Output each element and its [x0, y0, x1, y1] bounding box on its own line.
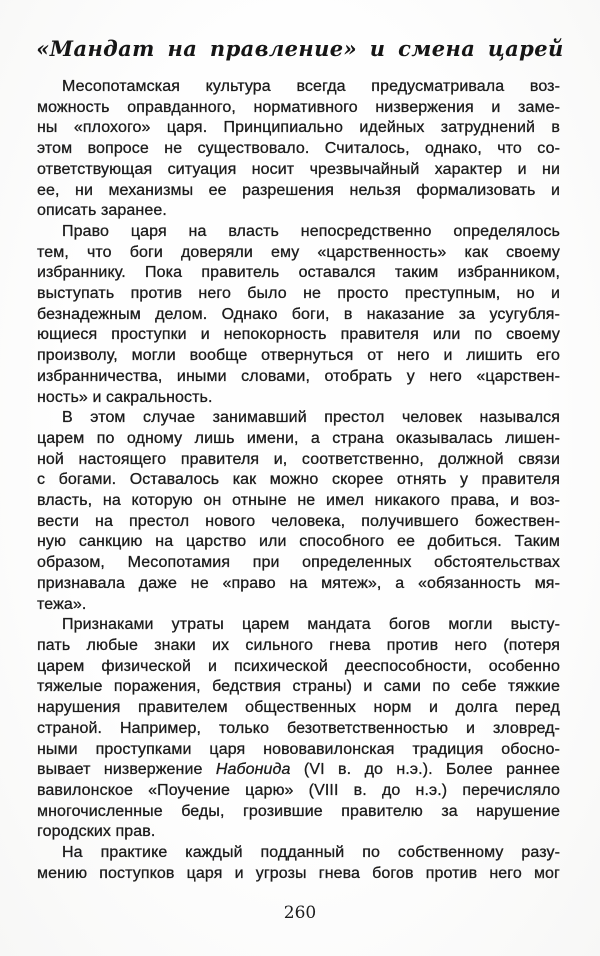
text-segment: можность оправданного, нормативного низвержения и заме- [37, 98, 560, 116]
text-line [37, 491, 560, 512]
text-segment: (VI в. до н.э.). Более раннее [290, 761, 560, 779]
text-segment: произволу, могли вообще отвернуться от него и лишить его [37, 347, 560, 365]
text-line [37, 760, 560, 781]
text-line [37, 574, 560, 595]
italic-term: Набонида [215, 761, 291, 779]
text-line [37, 118, 560, 139]
text-segment: вывает низвержение [37, 761, 216, 779]
paragraph [37, 77, 560, 222]
text-segment: Месопотамская культура всегда предусматривала воз- [62, 78, 560, 95]
text-segment: избранничества, иными словами, отобрать у него «царствен- [37, 367, 560, 385]
text-line [37, 450, 560, 471]
text-segment: царем физической и психической дееспособности, особенно [37, 657, 560, 675]
text-line [37, 325, 560, 346]
text-segment: ными проступками царя нововавилонская традиция обосно- [37, 740, 560, 758]
text-line [37, 802, 560, 823]
text-line [37, 615, 560, 636]
text-line [37, 139, 560, 160]
text-segment: ную санкцию на царство или способного ее добиться. Таким [37, 533, 560, 551]
text-segment: пать любые знаки их сильного гнева против него (потеря [37, 636, 560, 654]
text-segment: ной настоящего правителя и, соответственно, должной связи [37, 450, 560, 468]
text-line [37, 843, 560, 864]
text-segment: безнадежным делом. Однако боги, в наказание за усугубля- [37, 305, 560, 323]
text-line [37, 864, 560, 885]
text-segment: тяжелые поражения, бедствия страны) и сами по себе тяжкие [37, 678, 560, 696]
text-line [37, 263, 560, 284]
text-line [37, 532, 560, 553]
text-line [37, 201, 560, 222]
text-line [37, 822, 560, 843]
text-line [37, 305, 560, 326]
paragraph [37, 408, 560, 615]
text-line [37, 636, 560, 657]
text-segment: мению поступков царя и угрозы гнева богов против него мог [37, 864, 560, 882]
text-line [37, 595, 560, 616]
text-line [37, 553, 560, 574]
paragraph [37, 615, 560, 843]
text-line [37, 388, 560, 409]
text-line [37, 677, 560, 698]
text-line [37, 346, 560, 367]
text-line [37, 243, 560, 264]
text-line [37, 181, 560, 202]
text-line [37, 222, 560, 243]
text-line [37, 657, 560, 678]
text-line [37, 781, 560, 802]
text-segment: многочисленные беды, грозившие правителю за нарушение [37, 802, 560, 820]
text-segment: образом, Месопотамия при определенных обстоятельствах [37, 554, 560, 572]
text-segment: городских прав. [37, 823, 156, 841]
text-line [37, 429, 560, 450]
text-segment: этом вопросе не существовало. Считалось, однако, что со- [37, 140, 560, 158]
page-body [37, 77, 560, 884]
text-line [37, 698, 560, 719]
text-segment: Признаками утраты царем мандата богов могли высту- [62, 616, 560, 634]
text-segment: признавала даже не «право на мятеж», а «обязанность мя- [37, 574, 560, 592]
paragraph [37, 843, 560, 884]
page-number: 260 [283, 903, 317, 923]
text-segment: На практике каждый подданный по собственному разу- [62, 844, 560, 862]
text-segment: вавилонское «Поучение царю» (VIII в. до н.э.) перечисляло [37, 781, 560, 799]
text-segment: ны «плохого» царя. Принципиально идейных затруднений в [37, 119, 560, 137]
paragraph [37, 222, 560, 408]
text-segment: В этом случае занимавший престол человек назывался [62, 409, 560, 427]
text-line [37, 512, 560, 533]
text-segment: нарушения правителем общественных норм и долга перед [37, 699, 560, 717]
text-line [37, 719, 560, 740]
text-segment: власть, на которую он отныне не имел никакого права, и воз- [37, 492, 560, 510]
text-line [37, 284, 560, 305]
text-segment: тежа». [37, 595, 87, 613]
text-segment: ответствующая ситуация носит чрезвычайный характер и ни [37, 160, 560, 178]
text-line [37, 160, 560, 181]
text-line [37, 77, 560, 98]
text-line [37, 408, 560, 429]
text-segment: страной. Например, только безответственностью и зловред- [37, 719, 560, 737]
text-segment: ющиеся проступки и непокорность правителя или по своему [37, 326, 560, 344]
text-line [37, 470, 560, 491]
text-line [37, 740, 560, 761]
text-line [37, 98, 560, 119]
text-segment: выступать против него было не просто преступным, но и [37, 285, 560, 303]
page-title: «Мандат на правление» и смена царей [36, 36, 564, 61]
text-segment: тем, что боги доверяли ему «царственность» как своему [37, 243, 560, 261]
text-segment: царем по одному лишь имени, а страна оказывалась лишен- [37, 429, 560, 447]
text-segment: описать заранее. [37, 202, 167, 220]
text-segment: Право царя на власть непосредственно определялось [62, 222, 560, 240]
text-line [37, 367, 560, 388]
text-segment: ее, ни механизмы ее разрешения нельзя формализовать и [37, 181, 560, 199]
text-segment: избраннику. Пока правитель оставался таким избранником, [37, 264, 560, 282]
text-segment: ность» и сакральность. [37, 388, 213, 406]
text-segment: с богами. Оставалось как можно скорее отнять у правителя [37, 471, 560, 489]
text-segment: вести на престол нового человека, получившего божествен- [37, 512, 560, 530]
